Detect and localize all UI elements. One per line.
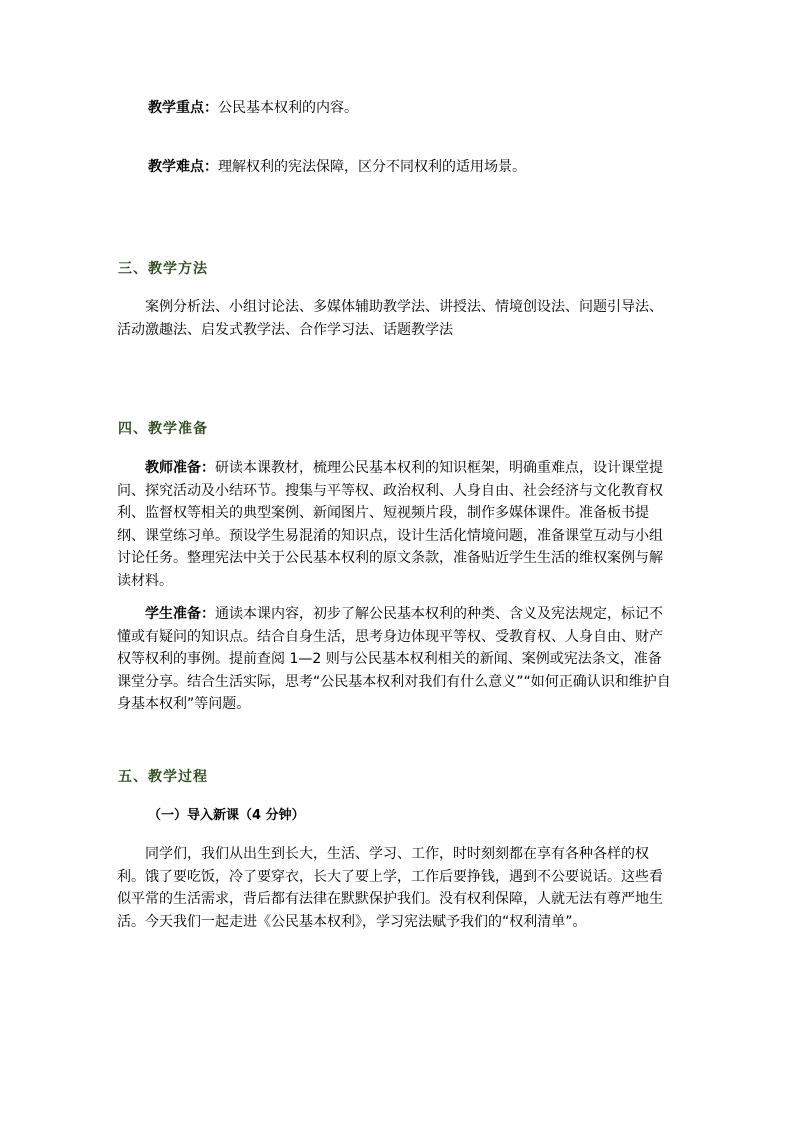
teaching-difficulty-label: 教学难点： xyxy=(148,159,218,175)
teaching-difficulty-text: 理解权利的宪法保障，区分不同权利的适用场景。 xyxy=(218,159,526,175)
methods-paragraph: 案例分析法、小组讨论法、多媒体辅助教学法、讲授法、情境创设法、问题引导法、活动激趣法、启发式教学法、合作学习法、话题教学法 xyxy=(117,299,663,338)
teacher-preparation-paragraph xyxy=(117,457,675,592)
teaching-difficulty xyxy=(148,156,526,178)
teaching-focus-text: 公民基本权利的内容。 xyxy=(218,100,358,116)
teaching-focus-label: 教学重点： xyxy=(148,100,218,116)
teaching-focus xyxy=(148,97,358,119)
section-heading-methods: 三、教学方法 xyxy=(118,261,208,277)
student-preparation-paragraph xyxy=(117,603,675,716)
section-heading-preparation: 四、教学准备 xyxy=(118,421,208,437)
intro-paragraph: 同学们，我们从出生到长大，生活、学习、工作，时时刻刻都在享有各种各样的权利。饿了要吃饭，冷了要穿衣，长大了要上学，工作后要挣钱，遇到不公要说话。这些看似平常的生活需求，背后都有法律在默默保护我们。没有权利保障，人就无法有尊严地生活。今天我们一起走进《公民基本权利》，学习宪法赋予我们的“权利清单”。 xyxy=(117,846,663,930)
teacher-preparation-text: 研读本课教材，梳理公民基本权利的知识框架，明确重难点，设计课堂提问、探究活动及小结环节。搜集与平等权、政治权利、人身自由、社会经济与文化教育权利、监督权等相关的典型案例、新闻图片、短视频片段，制作多媒体课件。准备板书提纲、课堂练习单。预设学生易混淆的知识点，设计生活化情境问题，准备课堂互动与小组讨论任务。整理宪法中关于公民基本权利的原文条款，准备贴近学生生活的维权案例与解读材料。 xyxy=(117,460,663,589)
student-preparation-text: 通读本课内容，初步了解公民基本权利的种类、含义及宪法规定，标记不懂或有疑问的知识点。结合自身生活，思考身边体现平等权、受教育权、人身自由、财产权等权利的事例。提前查阅 1—2 则与公民基本权利相关的新闻、案例或宪法条文，准备课堂分享。结合生活实际，思考“公民基本权利对我们有什么意义”“如何正确认识和维护自身基本权利”等问题。 xyxy=(117,606,671,712)
section-heading-process: 五、教学过程 xyxy=(118,769,208,785)
teacher-preparation-label: 教师准备： xyxy=(145,460,215,476)
subsection-heading-intro: （一）导入新课（4 分钟） xyxy=(148,808,305,823)
student-preparation-label: 学生准备： xyxy=(145,606,215,622)
